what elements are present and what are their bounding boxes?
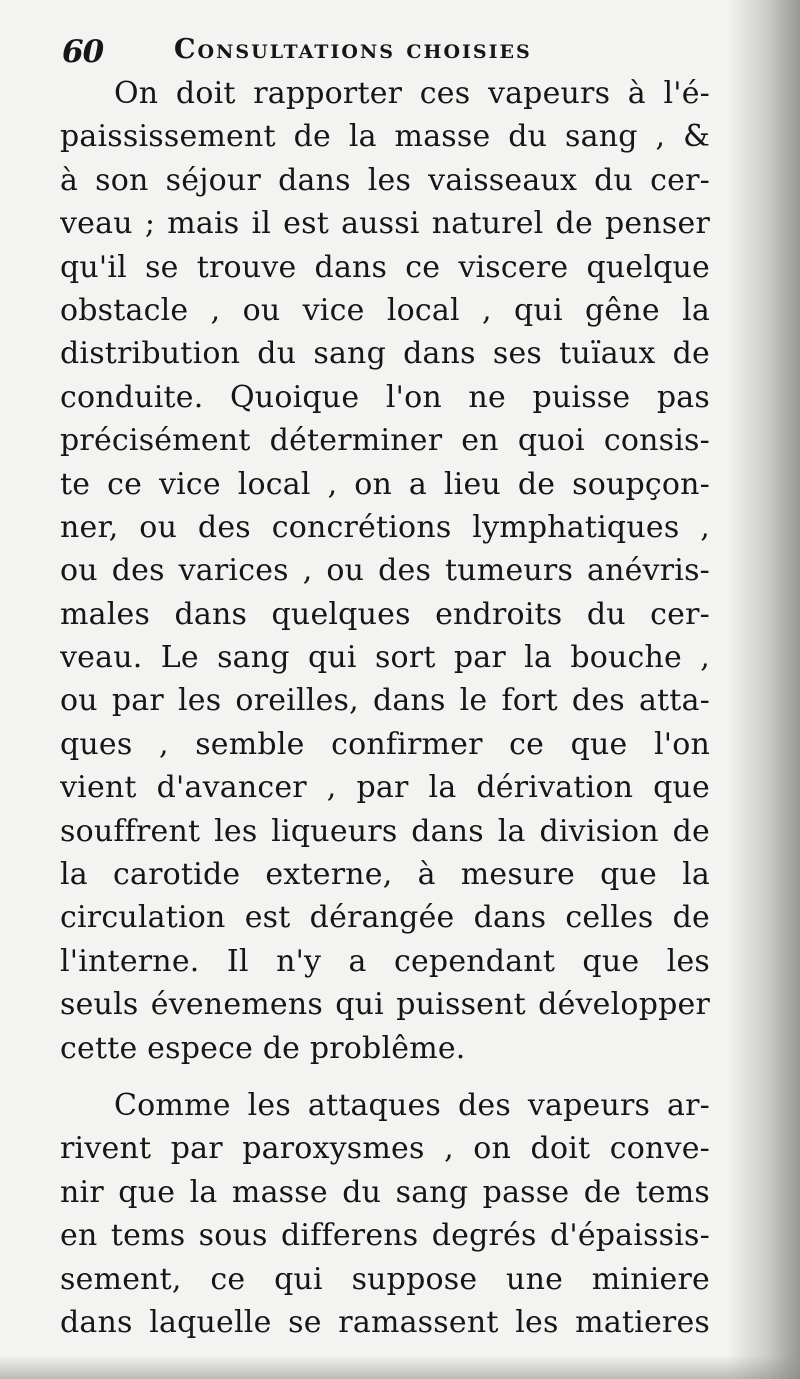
text-line: en tems sous differens degrés d'épaissis- [60, 1218, 710, 1254]
paragraph-gap [60, 1070, 710, 1084]
text-line: ner, ou des concrétions lymphatiques , [60, 509, 710, 545]
text-line: rivent par paroxysmes , on doit conve- [60, 1131, 710, 1167]
text-line: paississement de la masse du sang , & [60, 119, 710, 155]
text-line: circulation est dérangée dans celles de [60, 900, 710, 936]
text-line: à son séjour dans les vaisseaux du cer- [60, 162, 710, 198]
page-bottom-edge [0, 1355, 800, 1379]
text-line: veau. Le sang qui sort par la bouche , [60, 640, 710, 676]
text-line: te ce vice local , on a lieu de soupçon- [60, 466, 710, 502]
text-line: Comme les attaques des vapeurs ar- [114, 1087, 710, 1123]
running-title: Consultations choisies [174, 34, 532, 65]
text-line: ou des varices , ou des tumeurs anévris- [60, 553, 710, 589]
text-line: On doit rapporter ces vapeurs à l'é- [114, 76, 710, 111]
text-line: cette espece de problême. [60, 1030, 466, 1066]
page-gutter-shadow [728, 0, 800, 1379]
text-line: ques , semble confirmer ce que l'on [60, 726, 710, 762]
text-line: l'interne. Il n'y a cependant que les [60, 943, 710, 979]
text-line: dans laquelle se ramassent les matieres [60, 1304, 710, 1340]
text-line: la carotide externe, à mesure que la [60, 857, 710, 893]
body-text [60, 72, 710, 1344]
text-line: précisément déterminer en quoi consis- [60, 423, 710, 459]
paragraph-2 [60, 1084, 710, 1344]
text-line: souffrent les liqueurs dans la division de [60, 813, 710, 849]
text-line: qu'il se trouve dans ce viscere quelque [60, 249, 710, 285]
page-number: 60 [62, 34, 104, 70]
text-line: conduite. Quoique l'on ne puisse pas [60, 379, 710, 415]
text-line: ou par les oreilles, dans le fort des atta- [60, 683, 710, 719]
text-line: veau ; mais il est aussi naturel de penser [60, 206, 710, 242]
text-line: nir que la masse du sang passe de tems [60, 1174, 710, 1210]
text-line: sement, ce qui suppose une miniere [60, 1261, 710, 1297]
text-line: vient d'avancer , par la dérivation que [60, 770, 710, 806]
text-line: seuls évenemens qui puissent développer [60, 987, 710, 1023]
text-line: distribution du sang dans ses tuïaux de [60, 336, 710, 372]
paragraph-1 [60, 72, 710, 1070]
text-line: males dans quelques endroits du cer- [60, 596, 710, 632]
text-line: obstacle , ou vice local , qui gêne la [60, 292, 710, 328]
page-header [62, 28, 662, 72]
